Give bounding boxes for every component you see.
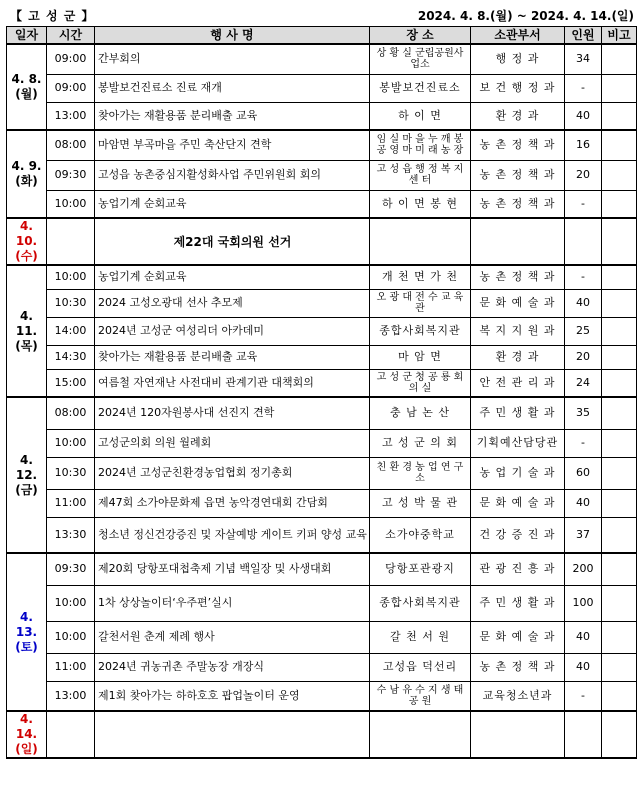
event-people: -: [565, 681, 602, 711]
table-row: [7, 130, 637, 160]
event-dept: 문 화 예 술 과: [471, 621, 565, 653]
event-people: 40: [565, 102, 602, 130]
event-note: [602, 429, 637, 457]
event-dept: 안 전 관 리 과: [471, 369, 565, 397]
event-time: 10:30: [47, 457, 95, 489]
event-people: 37: [565, 517, 602, 553]
event-time: 08:00: [47, 397, 95, 429]
event-note: [602, 160, 637, 190]
column-header: 시간: [47, 27, 95, 45]
event-note: [602, 369, 637, 397]
date-cell: [7, 44, 47, 130]
event-place: 종합사회복지관: [370, 317, 471, 345]
event-dept: 건 강 증 진 과: [471, 517, 565, 553]
event-time: 10:00: [47, 585, 95, 621]
event-note: [602, 317, 637, 345]
date-label: 4. 8.: [11, 72, 42, 86]
event-time: 10:00: [47, 621, 95, 653]
empty-cell: [602, 711, 637, 758]
event-name: 청소년 정신건강증진 및 자살예방 게이트 키퍼 양성 교육: [95, 517, 370, 553]
event-place: 고 성 읍 행 정 복 지 센 터: [370, 160, 471, 190]
event-place: 고 성 군 의 회: [370, 429, 471, 457]
event-dept: 농 촌 정 책 과: [471, 130, 565, 160]
event-time: 10:30: [47, 289, 95, 317]
table-header-row: [7, 27, 637, 45]
schedule-table: [6, 26, 637, 759]
event-place: 갈 천 서 원: [370, 621, 471, 653]
empty-cell: [602, 218, 637, 265]
table-row: [7, 681, 637, 711]
event-dept: 문 화 예 술 과: [471, 289, 565, 317]
event-time: 08:00: [47, 130, 95, 160]
event-name: 농업기계 순회교육: [95, 190, 370, 218]
date-cell: [7, 397, 47, 553]
event-dept: 보 건 행 정 과: [471, 74, 565, 102]
event-place: 수 남 유 수 지 생 태 공 원: [370, 681, 471, 711]
column-header: 행 사 명: [95, 27, 370, 45]
event-name: 농업기계 순회교육: [95, 265, 370, 289]
event-name: 마암면 부곡마을 주민 축산단지 견학: [95, 130, 370, 160]
weekday-label: (월): [15, 87, 38, 101]
event-place: 오 광 대 전 수 교 육 관: [370, 289, 471, 317]
period-range: 2024. 4. 8.(월) ~ 2024. 4. 14.(일): [417, 9, 634, 23]
table-row: [7, 711, 637, 758]
empty-cell: [565, 711, 602, 758]
date-cell: [7, 553, 47, 711]
event-dept: 교육청소년과: [471, 681, 565, 711]
event-people: -: [565, 429, 602, 457]
event-note: [602, 345, 637, 369]
event-dept: 기획예산담당관: [471, 429, 565, 457]
event-name: 간부회의: [95, 44, 370, 74]
event-name: 제47회 소가야문화제 읍면 농악경연대회 간담회: [95, 489, 370, 517]
event-place: 임 실 마 을 누 깨 봉 공 영 마 미 래 농 장: [370, 130, 471, 160]
date-cell: [7, 218, 47, 265]
event-place: 종합사회복지관: [370, 585, 471, 621]
event-note: [602, 653, 637, 681]
event-time: 11:00: [47, 653, 95, 681]
event-people: 40: [565, 289, 602, 317]
table-row: [7, 553, 637, 585]
event-name: 고성읍 농촌중심지활성화사업 주민위원회 회의: [95, 160, 370, 190]
event-time: 09:30: [47, 160, 95, 190]
event-dept: 농 촌 정 책 과: [471, 653, 565, 681]
event-name: 찾아가는 재활용품 분리배출 교육: [95, 102, 370, 130]
event-people: 25: [565, 317, 602, 345]
column-header: 소관부서: [471, 27, 565, 45]
event-people: 40: [565, 653, 602, 681]
event-people: 40: [565, 621, 602, 653]
event-place: 하 이 면: [370, 102, 471, 130]
date-label: 4. 11.: [15, 308, 38, 338]
table-row: [7, 218, 637, 265]
event-note: [602, 44, 637, 74]
table-row: [7, 457, 637, 489]
table-row: [7, 345, 637, 369]
event-name: 제20회 당항포대첩축제 기념 백일장 및 사생대회: [95, 553, 370, 585]
table-row: [7, 585, 637, 621]
event-dept: 문 화 예 술 과: [471, 489, 565, 517]
event-name: 찾아가는 재활용품 분리배출 교육: [95, 345, 370, 369]
event-people: -: [565, 190, 602, 218]
weekday-label: (일): [15, 742, 38, 756]
event-place: 친 환 경 농 업 연 구 소: [370, 457, 471, 489]
weekday-label: (목): [15, 338, 38, 353]
table-row: [7, 265, 637, 289]
event-note: [602, 289, 637, 317]
column-header: 장 소: [370, 27, 471, 45]
table-row: [7, 289, 637, 317]
empty-cell: [47, 711, 95, 758]
event-time: 14:00: [47, 317, 95, 345]
event-name: 여름철 자연재난 사전대비 관계기관 대책회의: [95, 369, 370, 397]
event-note: [602, 621, 637, 653]
event-time: 10:00: [47, 429, 95, 457]
event-people: 200: [565, 553, 602, 585]
event-place: 고 성 박 물 관: [370, 489, 471, 517]
date-cell: [7, 130, 47, 218]
date-cell: [7, 265, 47, 397]
holiday-name: 제22대 국회의원 선거: [95, 218, 370, 265]
date-label: 4. 13.: [15, 609, 38, 639]
event-place: 상 황 실 군립공원사업소: [370, 44, 471, 74]
event-note: [602, 585, 637, 621]
table-row: [7, 653, 637, 681]
time-cell: [47, 218, 95, 265]
empty-cell: [95, 711, 370, 758]
column-header: 비고: [602, 27, 637, 45]
event-time: 09:30: [47, 553, 95, 585]
event-time: 09:00: [47, 74, 95, 102]
weekday-label: (수): [15, 249, 38, 263]
event-note: [602, 190, 637, 218]
event-dept: 관 광 진 흥 과: [471, 553, 565, 585]
event-time: 13:30: [47, 517, 95, 553]
event-dept: 농 업 기 술 과: [471, 457, 565, 489]
date-label: 4. 10.: [15, 219, 38, 248]
event-name: 고성군의회 의원 월례회: [95, 429, 370, 457]
event-people: 16: [565, 130, 602, 160]
event-people: 40: [565, 489, 602, 517]
event-note: [602, 681, 637, 711]
weekday-label: (금): [15, 482, 38, 497]
event-name: 봉발보건진료소 진료 재개: [95, 74, 370, 102]
event-note: [602, 130, 637, 160]
weekday-label: (화): [15, 174, 38, 188]
event-people: 60: [565, 457, 602, 489]
table-row: [7, 102, 637, 130]
event-place: 마 암 면: [370, 345, 471, 369]
table-row: [7, 429, 637, 457]
event-note: [602, 517, 637, 553]
event-time: 10:00: [47, 190, 95, 218]
empty-cell: [370, 711, 471, 758]
region-title: 【 고 성 군 】: [10, 9, 95, 23]
date-label: 4. 14.: [15, 712, 38, 741]
table-row: [7, 190, 637, 218]
document-header: [10, 7, 634, 25]
event-name: 1차 상상놀이터‘우주편’실시: [95, 585, 370, 621]
event-time: 11:00: [47, 489, 95, 517]
event-place: 고 성 군 청 공 룡 회 의 실: [370, 369, 471, 397]
event-dept: 환 경 과: [471, 102, 565, 130]
event-place: 당항포관광지: [370, 553, 471, 585]
event-note: [602, 102, 637, 130]
empty-cell: [565, 218, 602, 265]
event-name: 2024년 귀농귀촌 주말농장 개장식: [95, 653, 370, 681]
table-row: [7, 160, 637, 190]
event-dept: 농 촌 정 책 과: [471, 265, 565, 289]
event-people: 24: [565, 369, 602, 397]
event-note: [602, 265, 637, 289]
event-people: 20: [565, 160, 602, 190]
event-place: 하 이 면 봉 현: [370, 190, 471, 218]
table-row: [7, 317, 637, 345]
table-row: [7, 74, 637, 102]
event-note: [602, 553, 637, 585]
event-time: 14:30: [47, 345, 95, 369]
weekday-label: (토): [15, 639, 38, 654]
date-cell: [7, 711, 47, 758]
event-name: 제1회 찾아가는 하하호호 팝업놀이터 운영: [95, 681, 370, 711]
table-row: [7, 369, 637, 397]
table-row: [7, 489, 637, 517]
event-note: [602, 397, 637, 429]
empty-cell: [370, 218, 471, 265]
event-time: 13:00: [47, 681, 95, 711]
column-header: 일자: [7, 27, 47, 45]
event-name: 2024 고성오광대 선사 추모제: [95, 289, 370, 317]
event-dept: 환 경 과: [471, 345, 565, 369]
event-dept: 주 민 생 활 과: [471, 585, 565, 621]
event-people: 100: [565, 585, 602, 621]
table-row: [7, 397, 637, 429]
event-people: 20: [565, 345, 602, 369]
column-header: 인원: [565, 27, 602, 45]
event-place: 고성읍 덕선리: [370, 653, 471, 681]
event-place: 개 천 면 가 천: [370, 265, 471, 289]
event-place: 충 남 논 산: [370, 397, 471, 429]
event-dept: 농 촌 정 책 과: [471, 160, 565, 190]
table-row: [7, 44, 637, 74]
event-name: 갈천서원 춘계 제례 행사: [95, 621, 370, 653]
date-label: 4. 9.: [11, 159, 42, 173]
event-name: 2024년 고성군 여성리더 아카데미: [95, 317, 370, 345]
empty-cell: [471, 711, 565, 758]
event-time: 10:00: [47, 265, 95, 289]
table-row: [7, 517, 637, 553]
event-note: [602, 489, 637, 517]
event-name: 2024년 120자원봉사대 선진지 견학: [95, 397, 370, 429]
empty-cell: [471, 218, 565, 265]
event-note: [602, 74, 637, 102]
event-dept: 농 촌 정 책 과: [471, 190, 565, 218]
event-time: 09:00: [47, 44, 95, 74]
event-dept: 주 민 생 활 과: [471, 397, 565, 429]
date-label: 4. 12.: [15, 452, 38, 482]
event-place: 봉발보건진료소: [370, 74, 471, 102]
event-people: 35: [565, 397, 602, 429]
event-name: 2024년 고성군친환경농업협회 정기총회: [95, 457, 370, 489]
table-row: [7, 621, 637, 653]
event-time: 13:00: [47, 102, 95, 130]
event-people: 34: [565, 44, 602, 74]
event-dept: 복 지 지 원 과: [471, 317, 565, 345]
event-note: [602, 457, 637, 489]
event-dept: 행 정 과: [471, 44, 565, 74]
event-time: 15:00: [47, 369, 95, 397]
event-people: -: [565, 265, 602, 289]
event-people: -: [565, 74, 602, 102]
event-place: 소가야중학교: [370, 517, 471, 553]
